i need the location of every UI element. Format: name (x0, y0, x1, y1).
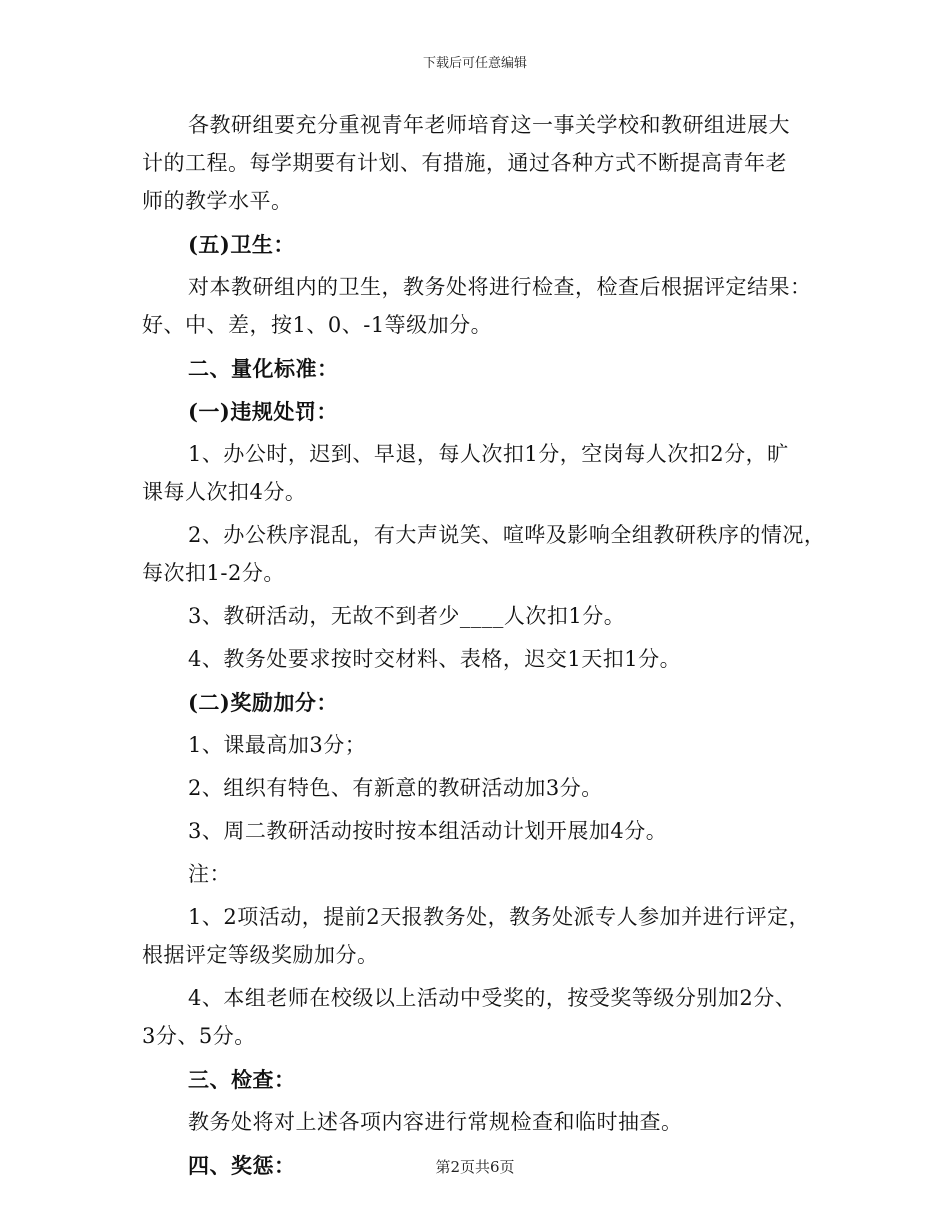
section-heading: (一)违规处罚： (188, 399, 338, 424)
paragraph-line: 师的教学水平。 (142, 189, 293, 213)
paragraph-line: 2、组织有特色、有新意的教研活动加3分。 (188, 776, 603, 800)
paragraph-line: 课每人次扣4分。 (142, 480, 307, 504)
section-heading: 三、检查： (188, 1067, 296, 1092)
note-label: 注： (188, 862, 231, 886)
section-heading: (二)奖励加分： (188, 690, 338, 715)
document-body (142, 108, 826, 1186)
section-heading: (五)卫生： (188, 232, 295, 257)
paragraph-line: 对本教研组内的卫生，教务处将进行检查，检查后根据评定结果： (188, 275, 812, 299)
paragraph-line: 1、办公时，迟到、早退，每人次扣1分，空岗每人次扣2分，旷 (188, 442, 789, 466)
paragraph-line: 4、教务处要求按时交材料、表格，迟交1天扣1分。 (188, 647, 682, 671)
paragraph-line: 好、中、差，按1、0、-1等级加分。 (142, 313, 493, 337)
section-heading: 四、奖惩： (188, 1153, 296, 1178)
paragraph-line: 每次扣1-2分。 (142, 561, 285, 585)
section-heading: 二、量化标准： (188, 356, 339, 381)
paragraph-line: 根据评定等级奖励加分。 (142, 943, 379, 967)
paragraph-line: 1、课最高加3分； (188, 733, 367, 757)
paragraph-line: 1、2项活动，提前2天报教务处，教务处派专人参加并进行评定， (188, 905, 811, 929)
paragraph-line: 各教研组要充分重视青年老师培育这一事关学校和教研组进展大 (188, 113, 790, 137)
paragraph-line: 计的工程。每学期要有计划、有措施，通过各种方式不断提高青年老 (142, 151, 787, 175)
paragraph-line: 教务处将对上述各项内容进行常规检查和临时抽查。 (188, 1110, 683, 1134)
paragraph-line: 4、本组老师在校级以上活动中受奖的，按受奖等级分别加2分、 (188, 986, 797, 1010)
page-footer: 第2页共6页 (435, 1158, 515, 1176)
paragraph-line: 2、办公秩序混乱，有大声说笑、喧哗及影响全组教研秩序的情况， (188, 523, 826, 547)
paragraph-line: 3、周二教研活动按时按本组活动计划开展加4分。 (188, 819, 668, 843)
paragraph-line: 3分、5分。 (142, 1024, 256, 1048)
paragraph-line: 3、教研活动，无故不到者少____人次扣1分。 (188, 604, 626, 628)
page-header: 下载后可任意编辑 (422, 56, 527, 71)
